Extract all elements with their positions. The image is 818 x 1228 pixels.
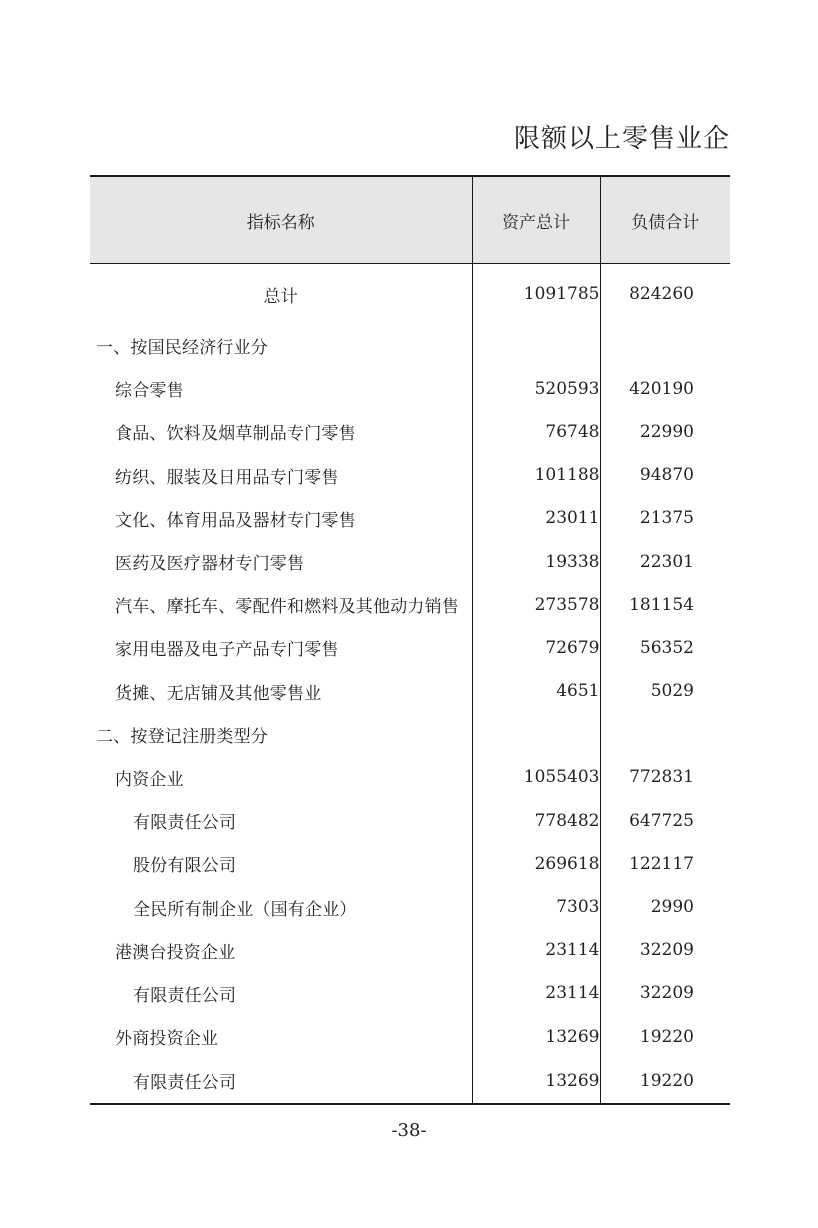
total-liabilities-value: 19220: [600, 1058, 730, 1104]
table-row: [90, 929, 730, 972]
row-label: 有限责任公司: [133, 813, 237, 834]
table-row: [90, 1058, 730, 1104]
row-label: 文化、体育用品及器材专门零售: [115, 510, 356, 531]
row-label: 医药及医疗器材专门零售: [115, 554, 305, 575]
page-number: -38-: [391, 1120, 427, 1141]
total-liabilities-value: 122117: [600, 842, 730, 885]
total-liabilities-value: 5029: [600, 670, 730, 713]
table-row-section-header: [90, 713, 730, 756]
statistics-table: [90, 175, 730, 1105]
table-row: [90, 842, 730, 885]
total-liabilities-value: 19220: [600, 1015, 730, 1058]
total-assets-value: 76748: [472, 410, 600, 453]
row-label: 二、按登记注册类型分: [96, 726, 268, 747]
row-label: 内资企业: [115, 769, 184, 790]
total-liabilities-value: 647725: [600, 799, 730, 842]
row-label: 有限责任公司: [133, 985, 237, 1006]
row-label: 纺织、服装及日用品专门零售: [115, 467, 339, 488]
table-row: [90, 799, 730, 842]
total-assets-value: 13269: [472, 1058, 600, 1104]
total-assets-value: 72679: [472, 626, 600, 669]
total-liabilities-value: 32209: [600, 972, 730, 1015]
table-header-row: [90, 176, 730, 264]
row-label: 外商投资企业: [115, 1029, 219, 1050]
row-label: 有限责任公司: [133, 1073, 237, 1094]
header-total-assets: 资产总计: [472, 176, 600, 264]
total-assets-value: [472, 713, 600, 756]
total-assets-value: 1091785: [472, 264, 600, 325]
total-liabilities-value: 772831: [600, 756, 730, 799]
table-row: [90, 454, 730, 497]
total-assets-value: 1055403: [472, 756, 600, 799]
total-liabilities-value: 420190: [600, 367, 730, 410]
row-label: 总计: [263, 286, 298, 307]
row-label: 家用电器及电子产品专门零售: [115, 640, 339, 661]
total-assets-value: 101188: [472, 454, 600, 497]
total-assets-value: 778482: [472, 799, 600, 842]
table-row: [90, 367, 730, 410]
row-label: 港澳台投资企业: [115, 942, 236, 963]
table-row-total: [90, 264, 730, 325]
row-label: 全民所有制企业（国有企业）: [133, 899, 357, 920]
total-assets-value: 4651: [472, 670, 600, 713]
total-liabilities-value: 22990: [600, 410, 730, 453]
table-row-section-header: [90, 324, 730, 367]
total-assets-value: 520593: [472, 367, 600, 410]
table-row: [90, 885, 730, 928]
table-row: [90, 756, 730, 799]
table-row: [90, 972, 730, 1015]
total-liabilities-value: 56352: [600, 626, 730, 669]
total-assets-value: 23114: [472, 929, 600, 972]
table-row: [90, 497, 730, 540]
table-row: [90, 1015, 730, 1058]
table-row: [90, 540, 730, 583]
total-liabilities-value: 94870: [600, 454, 730, 497]
total-liabilities-value: 2990: [600, 885, 730, 928]
row-label: 货摊、无店铺及其他零售业: [115, 683, 322, 704]
row-label: 综合零售: [115, 381, 184, 402]
total-assets-value: 7303: [472, 885, 600, 928]
header-indicator-name: 指标名称: [90, 176, 472, 264]
total-assets-value: 269618: [472, 842, 600, 885]
table-row: [90, 626, 730, 669]
row-label: 汽车、摩托车、零配件和燃料及其他动力销售: [115, 597, 459, 618]
total-liabilities-value: [600, 324, 730, 367]
table-row: [90, 670, 730, 713]
table-row: [90, 583, 730, 626]
total-liabilities-value: 32209: [600, 929, 730, 972]
total-assets-value: 23011: [472, 497, 600, 540]
header-total-liabilities: 负债合计: [600, 176, 730, 264]
total-liabilities-value: 21375: [600, 497, 730, 540]
total-assets-value: 23114: [472, 972, 600, 1015]
row-label: 股份有限公司: [133, 856, 237, 877]
row-label: 一、按国民经济行业分: [96, 338, 268, 359]
total-liabilities-value: 22301: [600, 540, 730, 583]
row-label: 食品、饮料及烟草制品专门零售: [115, 424, 356, 445]
total-liabilities-value: 181154: [600, 583, 730, 626]
table-body: [90, 264, 730, 1105]
total-assets-value: 13269: [472, 1015, 600, 1058]
total-liabilities-value: [600, 713, 730, 756]
total-assets-value: [472, 324, 600, 367]
total-liabilities-value: 824260: [600, 264, 730, 325]
page-title: 限额以上零售业企: [513, 124, 730, 154]
total-assets-value: 19338: [472, 540, 600, 583]
total-assets-value: 273578: [472, 583, 600, 626]
table-row: [90, 410, 730, 453]
